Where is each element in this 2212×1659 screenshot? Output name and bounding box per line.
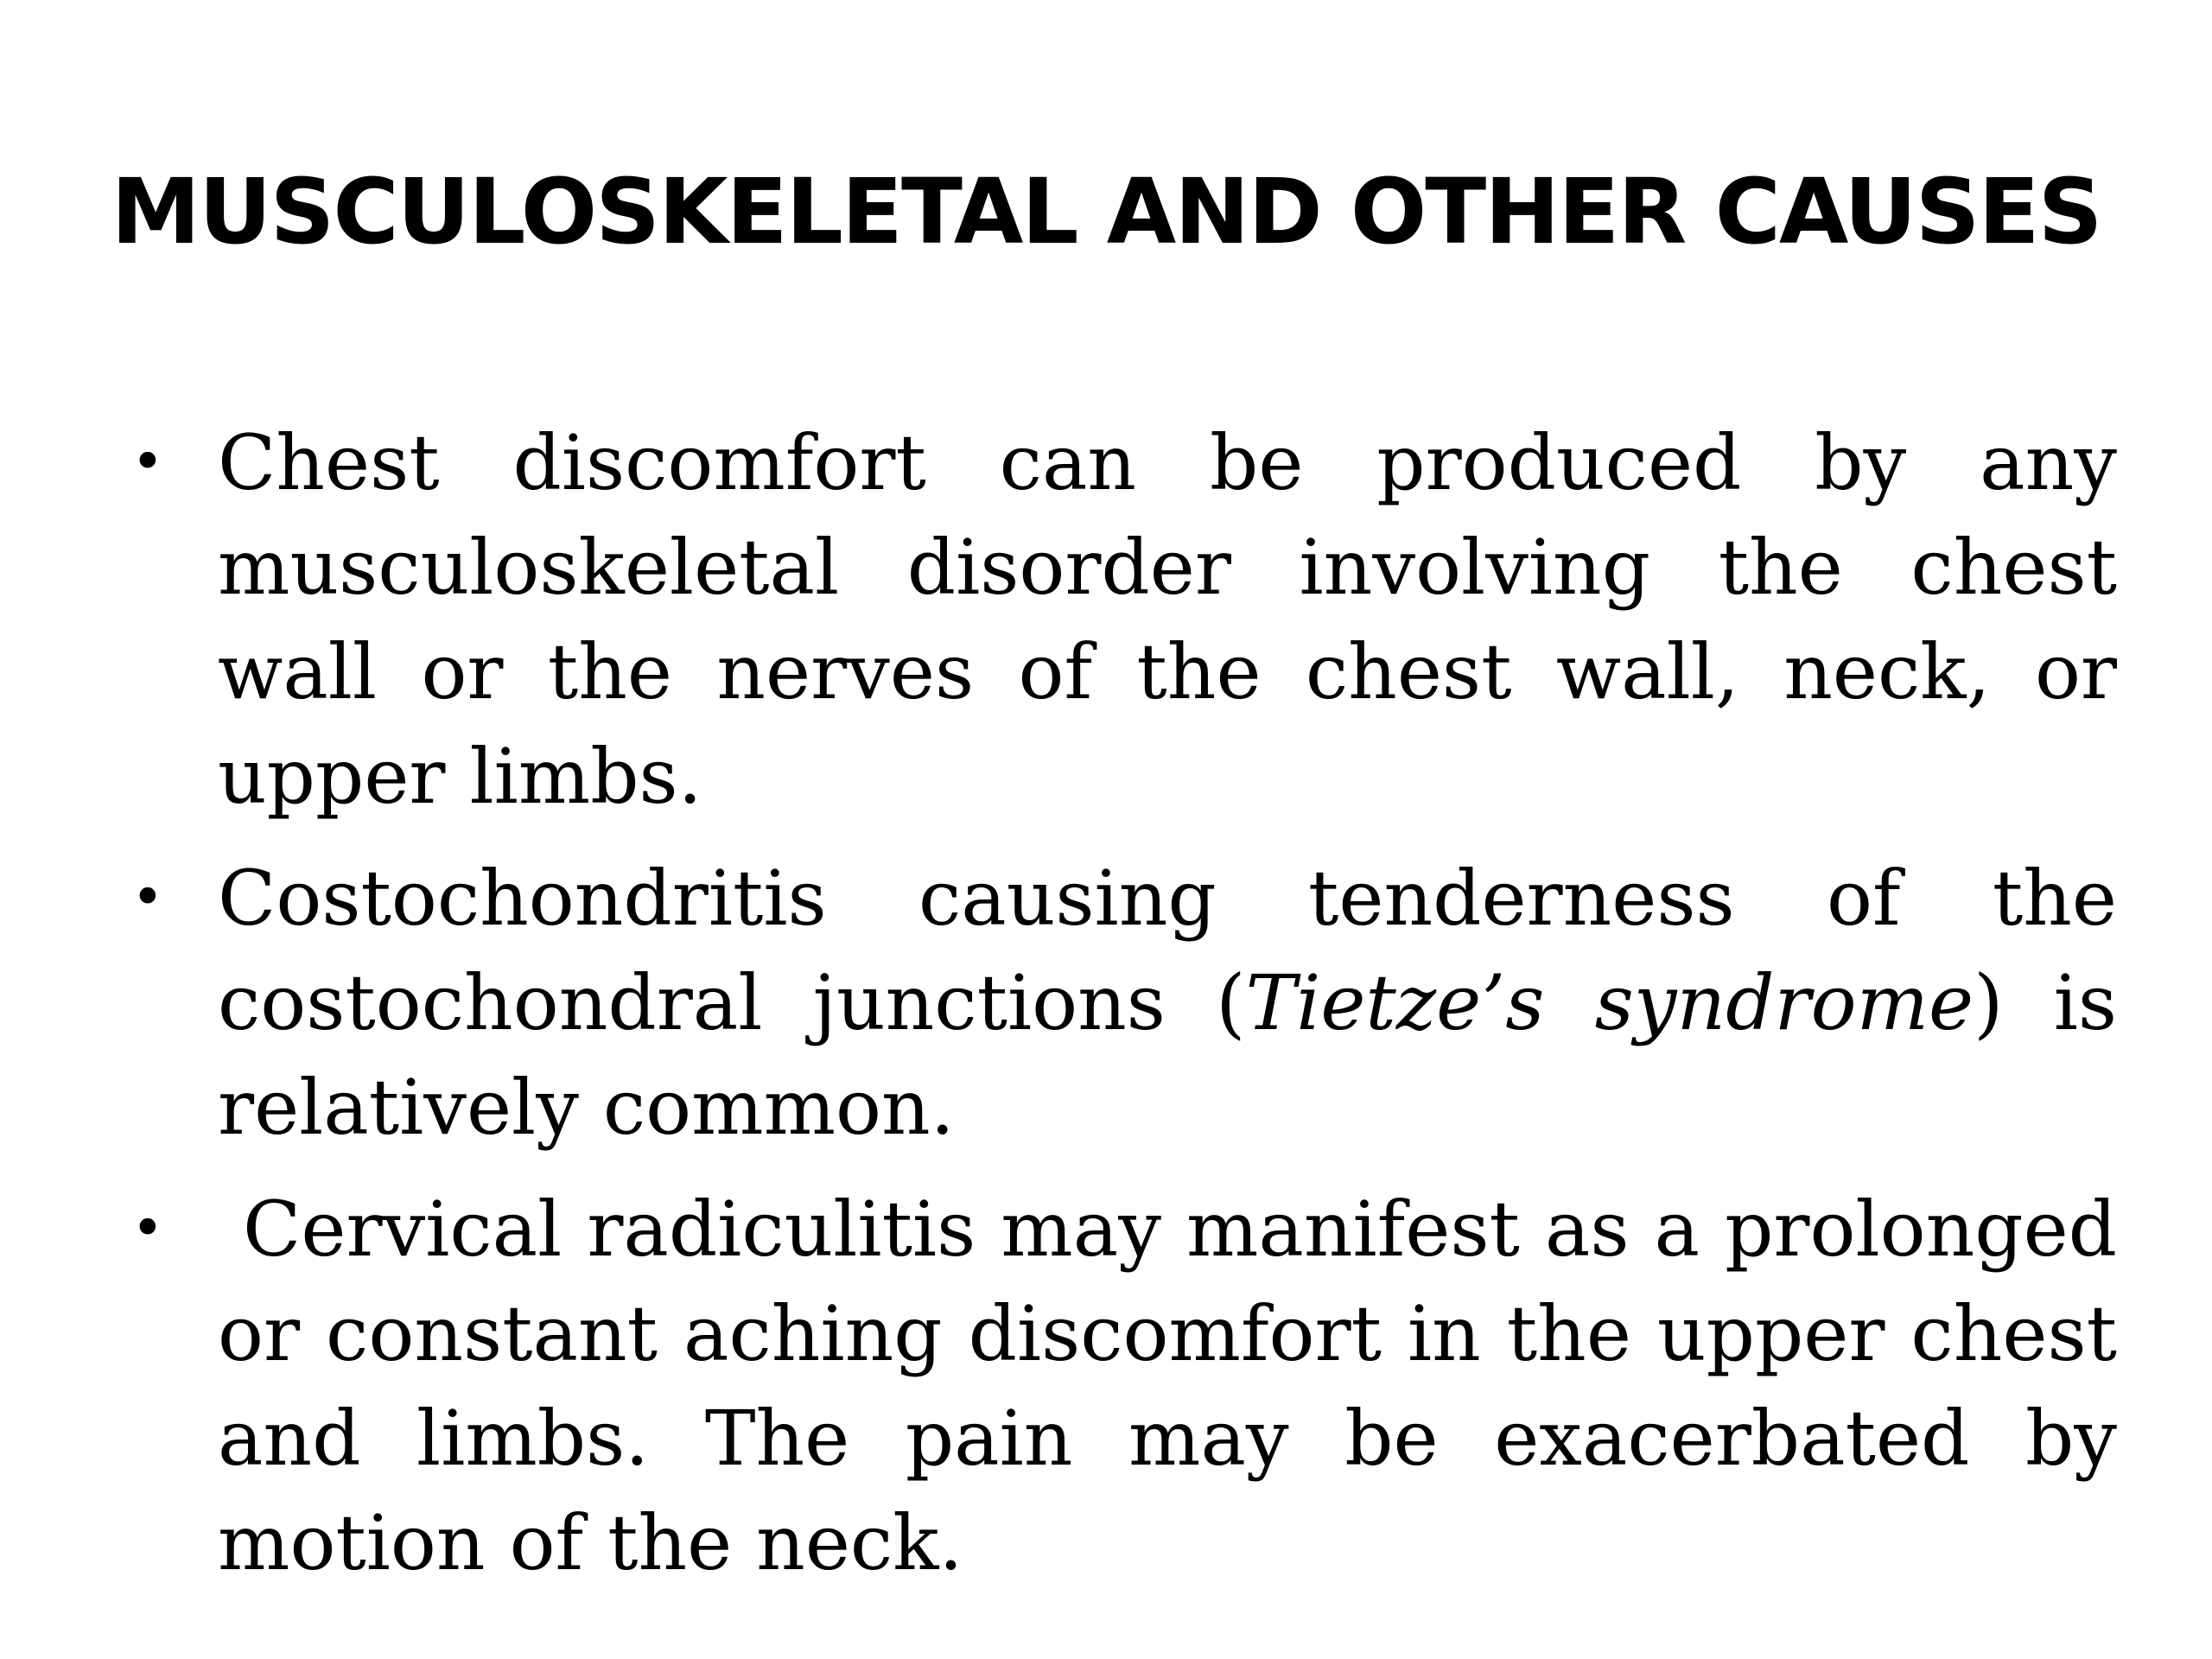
bullet-item-costochondritis <box>112 846 2117 1160</box>
bullet-item-musculoskeletal <box>112 410 2117 829</box>
bullet-list <box>112 410 2117 1612</box>
bullet-text-before: Costochondritis causing tenderness of the costochondral junctions ( <box>218 854 2117 1047</box>
bullet-item-cervical-radiculitis <box>112 1177 2117 1595</box>
syndrome-name: Tietze’s syndrome <box>1245 958 1974 1047</box>
bullet-text: Cervical radiculitis may manifest as a prolonged or constant aching discomfort in the upper chest and limbs. The pain may be exacerbated by motion of the neck. <box>218 1185 2117 1587</box>
bullet-text-after: ) is relatively common. <box>218 958 2117 1152</box>
bullet-text: Chest discomfort can be produced by any musculoskeletal disorder involving the chest wall or the nerves of the chest wall, neck, or upper limbs. <box>218 418 2117 821</box>
slide-title: MUSCULOSKELETAL AND OTHER CAUSES <box>111 159 2101 264</box>
